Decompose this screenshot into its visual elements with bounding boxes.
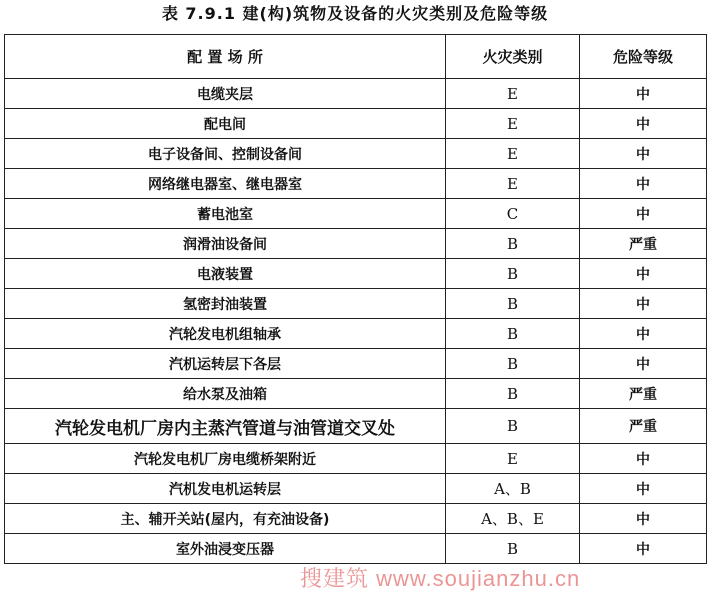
table-row bbox=[5, 444, 707, 474]
table-row bbox=[5, 199, 707, 229]
cell-level: 中 bbox=[580, 349, 707, 379]
header-level: 危险等级 bbox=[580, 35, 707, 79]
cell-level: 严重 bbox=[580, 409, 707, 444]
cell-category: E bbox=[446, 169, 580, 199]
cell-level: 中 bbox=[580, 139, 707, 169]
cell-level: 中 bbox=[580, 289, 707, 319]
table-row bbox=[5, 379, 707, 409]
cell-place: 电子设备间、控制设备间 bbox=[5, 139, 446, 169]
table-row bbox=[5, 474, 707, 504]
cell-category: B bbox=[446, 409, 580, 444]
cell-place: 电缆夹层 bbox=[5, 79, 446, 109]
header-category: 火灾类别 bbox=[446, 35, 580, 79]
cell-place: 配电间 bbox=[5, 109, 446, 139]
cell-level: 中 bbox=[580, 169, 707, 199]
cell-category: A、B bbox=[446, 474, 580, 504]
cell-category: B bbox=[446, 259, 580, 289]
watermark: 搜建筑 www.soujianzhu.cn bbox=[300, 566, 581, 591]
cell-place: 室外油浸变压器 bbox=[5, 534, 446, 564]
cell-category: A、B、E bbox=[446, 504, 580, 534]
table-caption: 表 7.9.1 建(构)筑物及设备的火灾类别及危险等级 bbox=[161, 4, 549, 23]
cell-place: 蓄电池室 bbox=[5, 199, 446, 229]
table-row bbox=[5, 319, 707, 349]
table-row bbox=[5, 289, 707, 319]
table-header-row bbox=[5, 35, 707, 79]
cell-category: B bbox=[446, 349, 580, 379]
cell-level: 中 bbox=[580, 79, 707, 109]
cell-level: 中 bbox=[580, 109, 707, 139]
cell-category: B bbox=[446, 534, 580, 564]
cell-level: 中 bbox=[580, 504, 707, 534]
cell-level: 中 bbox=[580, 319, 707, 349]
fire-category-table bbox=[4, 34, 707, 564]
cell-place: 氢密封油装置 bbox=[5, 289, 446, 319]
cell-level: 严重 bbox=[580, 379, 707, 409]
cell-place: 汽轮发电机厂房内主蒸汽管道与油管道交叉处 bbox=[5, 409, 446, 444]
cell-category: E bbox=[446, 444, 580, 474]
cell-level: 中 bbox=[580, 259, 707, 289]
table-row bbox=[5, 229, 707, 259]
table-row bbox=[5, 504, 707, 534]
cell-level: 中 bbox=[580, 444, 707, 474]
cell-place: 汽轮发电机组轴承 bbox=[5, 319, 446, 349]
cell-level: 中 bbox=[580, 534, 707, 564]
cell-place: 汽机运转层下各层 bbox=[5, 349, 446, 379]
cell-level: 中 bbox=[580, 474, 707, 504]
cell-category: C bbox=[446, 199, 580, 229]
header-place: 配 置 场 所 bbox=[5, 35, 446, 79]
cell-place: 给水泵及油箱 bbox=[5, 379, 446, 409]
table-row bbox=[5, 139, 707, 169]
table-row bbox=[5, 169, 707, 199]
cell-category: B bbox=[446, 319, 580, 349]
cell-place: 汽轮发电机厂房电缆桥架附近 bbox=[5, 444, 446, 474]
cell-category: B bbox=[446, 289, 580, 319]
cell-place: 主、辅开关站(屋内，有充油设备) bbox=[5, 504, 446, 534]
cell-category: E bbox=[446, 79, 580, 109]
cell-place: 电液装置 bbox=[5, 259, 446, 289]
cell-place: 润滑油设备间 bbox=[5, 229, 446, 259]
cell-place: 汽机发电机运转层 bbox=[5, 474, 446, 504]
table-row bbox=[5, 349, 707, 379]
cell-category: B bbox=[446, 379, 580, 409]
cell-category: B bbox=[446, 229, 580, 259]
cell-place: 网络继电器室、继电器室 bbox=[5, 169, 446, 199]
table-row bbox=[5, 259, 707, 289]
cell-level: 中 bbox=[580, 199, 707, 229]
cell-category: E bbox=[446, 109, 580, 139]
table-row bbox=[5, 409, 707, 444]
table-row bbox=[5, 79, 707, 109]
cell-category: E bbox=[446, 139, 580, 169]
table-row bbox=[5, 109, 707, 139]
table-row bbox=[5, 534, 707, 564]
cell-level: 严重 bbox=[580, 229, 707, 259]
